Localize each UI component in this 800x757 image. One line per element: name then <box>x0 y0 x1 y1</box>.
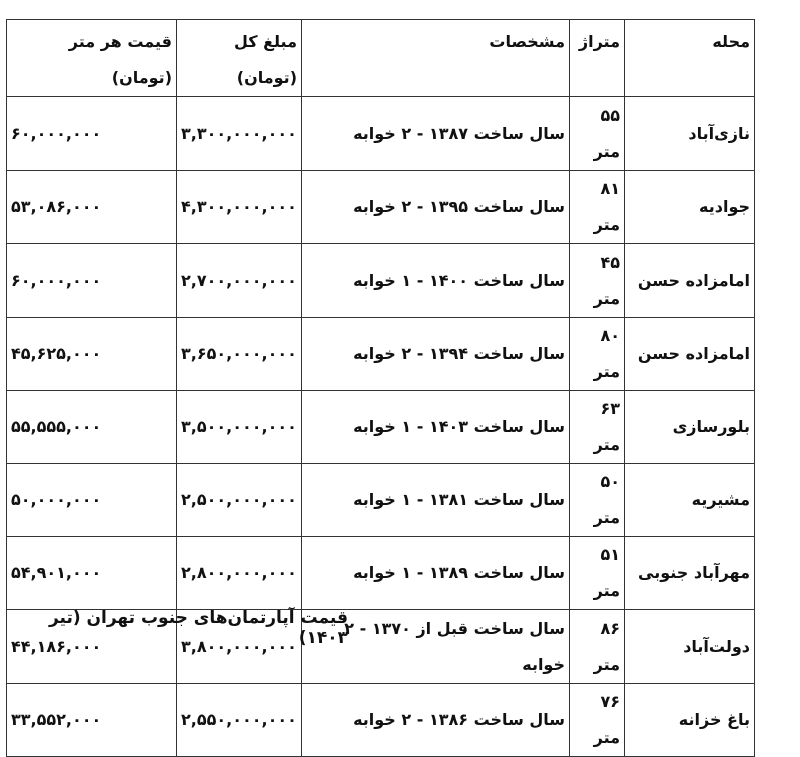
cell-spec: سال ساخت ۱۴۰۳ - ۱ خوابه <box>302 391 570 464</box>
header-size: متراژ <box>570 20 625 97</box>
cell-spec: سال ساخت ۱۳۹۴ - ۲ خوابه <box>302 318 570 391</box>
cell-total: ۳,۸۰۰,۰۰۰,۰۰۰ <box>177 610 302 684</box>
header-price-per-meter <box>7 20 177 97</box>
cell-spec: سال ساخت ۱۳۸۱ - ۱ خوابه <box>302 464 570 537</box>
cell-area: نازی‌آباد <box>625 97 755 171</box>
header-total-unit: (تومان) <box>236 68 297 87</box>
cell-size: ۴۵ متر <box>570 244 625 318</box>
table-row <box>7 318 755 391</box>
cell-total: ۲,۵۵۰,۰۰۰,۰۰۰ <box>177 684 302 757</box>
cell-spec: سال ساخت ۱۳۸۶ - ۲ خوابه <box>302 684 570 757</box>
cell-ppm: ۴۵,۶۲۵,۰۰۰ <box>7 318 177 391</box>
cell-ppm: ۵۴,۹۰۱,۰۰۰ <box>7 537 177 610</box>
cell-area: امامزاده حسن <box>625 318 755 391</box>
cell-total: ۲,۷۰۰,۰۰۰,۰۰۰ <box>177 244 302 318</box>
cell-area: مشیریه <box>625 464 755 537</box>
table-row <box>7 684 755 757</box>
cell-size: ۵۱ متر <box>570 537 625 610</box>
table-row <box>7 244 755 318</box>
cell-size: ۸۱ متر <box>570 171 625 244</box>
table-caption: قیمت آپارتمان‌های جنوب تهران (تیر ۱۴۰۳) <box>48 608 348 648</box>
cell-spec: سال ساخت ۱۴۰۰ - ۱ خوابه <box>302 244 570 318</box>
table-header-row <box>7 20 755 97</box>
header-ppm-unit: (تومان) <box>111 68 172 87</box>
cell-size: ۵۰ متر <box>570 464 625 537</box>
cell-size: ۷۶ متر <box>570 684 625 757</box>
cell-spec: سال ساخت ۱۳۹۵ - ۲ خوابه <box>302 171 570 244</box>
cell-spec: سال ساخت ۱۳۸۹ - ۱ خوابه <box>302 537 570 610</box>
cell-total: ۴,۳۰۰,۰۰۰,۰۰۰ <box>177 171 302 244</box>
cell-size: ۸۰ متر <box>570 318 625 391</box>
header-total-label: مبلغ کل <box>233 32 297 51</box>
table-row <box>7 464 755 537</box>
cell-size: ۵۵ متر <box>570 97 625 171</box>
table-row <box>7 171 755 244</box>
cell-total: ۲,۸۰۰,۰۰۰,۰۰۰ <box>177 537 302 610</box>
table-row <box>7 97 755 171</box>
cell-area: امامزاده حسن <box>625 244 755 318</box>
cell-size: ۶۳ متر <box>570 391 625 464</box>
cell-ppm: ۴۴,۱۸۶,۰۰۰ <box>7 610 177 684</box>
cell-ppm: ۶۰,۰۰۰,۰۰۰ <box>7 244 177 318</box>
cell-total: ۳,۶۵۰,۰۰۰,۰۰۰ <box>177 318 302 391</box>
header-total-price <box>177 20 302 97</box>
cell-total: ۳,۳۰۰,۰۰۰,۰۰۰ <box>177 97 302 171</box>
header-area: محله <box>625 20 755 97</box>
cell-area: باغ خزانه <box>625 684 755 757</box>
cell-ppm: ۵۵,۵۵۵,۰۰۰ <box>7 391 177 464</box>
cell-ppm: ۳۳,۵۵۲,۰۰۰ <box>7 684 177 757</box>
cell-area: مهرآباد جنوبی <box>625 537 755 610</box>
cell-spec: سال ساخت ۱۳۸۷ - ۲ خوابه <box>302 97 570 171</box>
cell-ppm: ۶۰,۰۰۰,۰۰۰ <box>7 97 177 171</box>
header-spec: مشخصات <box>302 20 570 97</box>
cell-area: جوادیه <box>625 171 755 244</box>
cell-total: ۲,۵۰۰,۰۰۰,۰۰۰ <box>177 464 302 537</box>
cell-area: دولت‌آباد <box>625 610 755 684</box>
table-row <box>7 391 755 464</box>
cell-ppm: ۵۰,۰۰۰,۰۰۰ <box>7 464 177 537</box>
cell-total: ۳,۵۰۰,۰۰۰,۰۰۰ <box>177 391 302 464</box>
cell-size: ۸۶ متر <box>570 610 625 684</box>
cell-area: بلورسازی <box>625 391 755 464</box>
header-ppm-label: قیمت هر متر <box>68 32 172 51</box>
table-row <box>7 537 755 610</box>
cell-ppm: ۵۳,۰۸۶,۰۰۰ <box>7 171 177 244</box>
cell-spec: سال ساخت قبل از ۱۳۷۰ - ۲ خوابه <box>302 610 570 684</box>
